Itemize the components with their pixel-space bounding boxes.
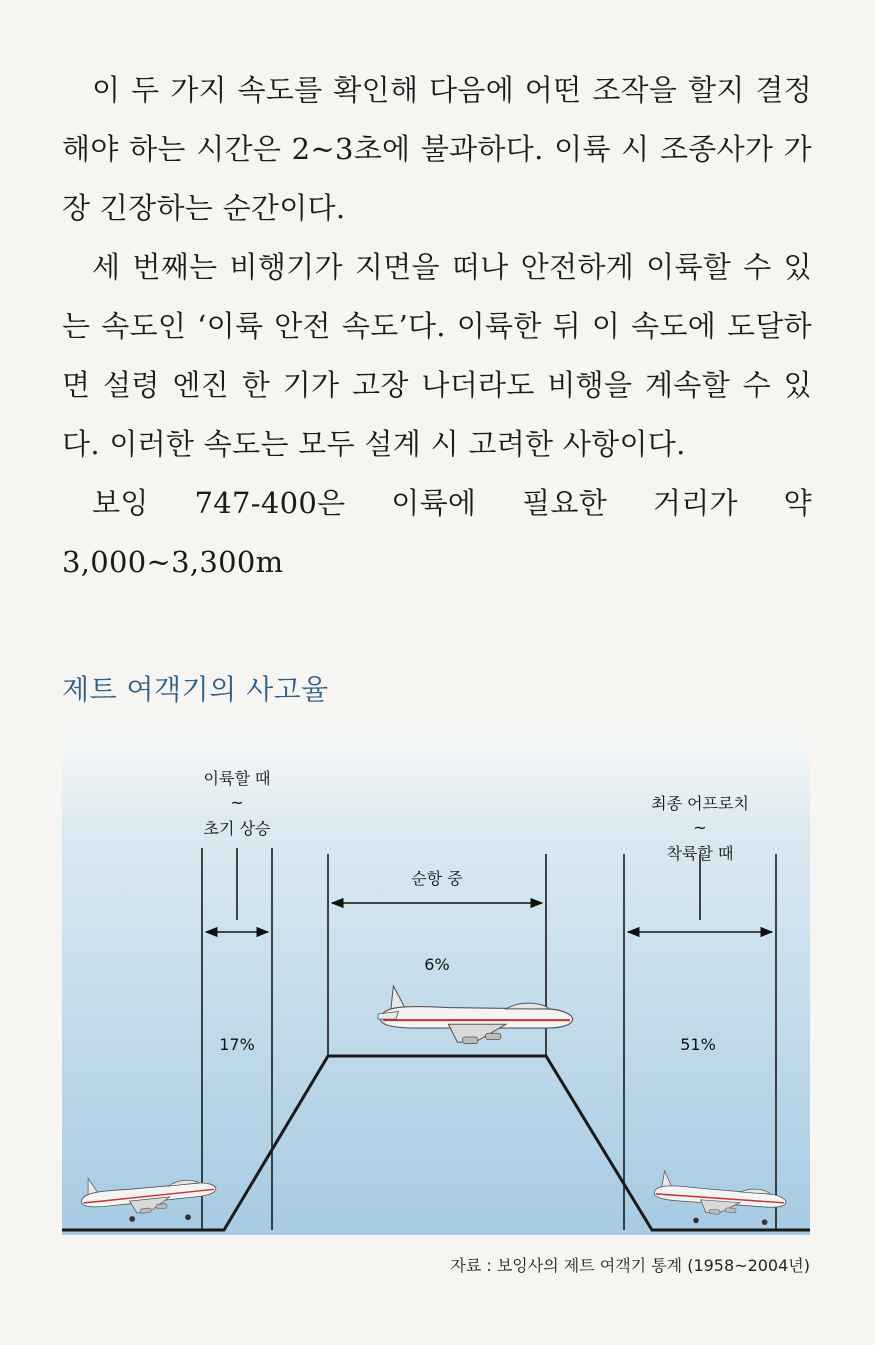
body-paragraph: 보잉 747-400은 이륙에 필요한 거리가 약 3,000~3,300m bbox=[62, 486, 812, 579]
accident-rate-figure bbox=[62, 730, 810, 1235]
figure-source-caption: 자료 : 보잉사의 제트 여객기 통계 (1958~2004년) bbox=[450, 1256, 810, 1275]
body-paragraph: 이 두 가지 속도를 확인해 다음에 어떤 조작을 할지 결정해야 하는 시간은 2~3초에 불과하다. 이륙 시 조종사가 가장 긴장하는 순간이다. bbox=[62, 73, 812, 225]
cruise-percent: 6% bbox=[424, 955, 450, 974]
flight-phase-diagram bbox=[62, 730, 810, 1235]
body-paragraph: 세 번째는 비행기가 지면을 떠나 안전하게 이륙할 수 있는 속도인 ‘이륙 안전 속도’다. 이륙한 뒤 이 속도에 도달하면 설령 엔진 한 기가 고장 나더라도 비행을 계속할 수 있다. 이러한 속도는 모두 설계 시 고려한 사항이다. bbox=[62, 250, 812, 461]
takeoff-label-line2: 초기 상승 bbox=[203, 819, 271, 838]
takeoff-label-tilde: ~ bbox=[230, 793, 244, 812]
takeoff-percent: 17% bbox=[219, 1035, 255, 1054]
landing-label-line2: 착륙할 때 bbox=[666, 844, 734, 863]
landing-label-tilde: ~ bbox=[693, 818, 707, 837]
landing-percent: 51% bbox=[680, 1035, 716, 1054]
takeoff-label-line1: 이륙할 때 bbox=[203, 769, 271, 788]
cruise-label: 순항 중 bbox=[411, 869, 463, 888]
figure-title: 제트 여객기의 사고율 bbox=[62, 673, 329, 706]
landing-label-line1: 최종 어프로치 bbox=[651, 794, 749, 813]
